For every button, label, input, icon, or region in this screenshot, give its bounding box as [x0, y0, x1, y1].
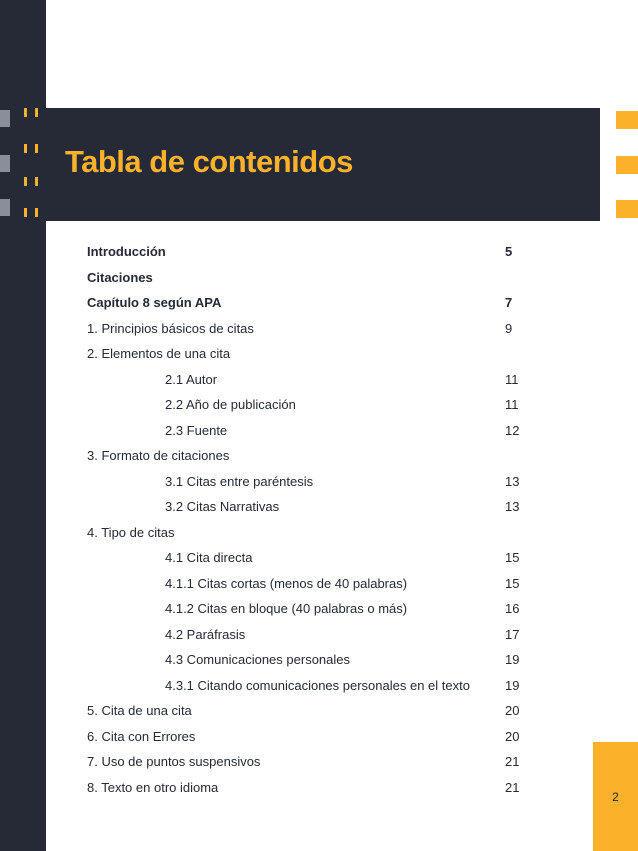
toc-entry-label: 8. Texto en otro idioma [87, 779, 219, 795]
toc-entry[interactable] [87, 472, 527, 492]
decor-gray-square [0, 110, 10, 127]
toc-entry-label: 6. Cita con Errores [87, 728, 196, 744]
toc-entry-page: 20 [505, 728, 520, 744]
toc-entry-label: 4.3.1 Citando comunicaciones personales en el texto [165, 677, 470, 693]
toc-entry[interactable] [87, 395, 527, 415]
toc-entry-label: 3.2 Citas Narrativas [165, 499, 280, 514]
decor-dash [24, 108, 27, 117]
toc-entry-label: 1. Principios básicos de citas [87, 320, 254, 336]
toc-entry-label: 4.1.2 Citas en bloque (40 palabras o más) [165, 601, 408, 616]
decor-dash [24, 208, 27, 217]
toc-entry[interactable] [87, 370, 527, 390]
toc-entry[interactable] [87, 523, 527, 543]
toc-entry[interactable] [87, 548, 527, 568]
toc-entry[interactable] [87, 650, 527, 670]
toc-entry-label: 4.1 Cita directa [165, 550, 253, 565]
toc-entry-page: 7 [505, 295, 513, 310]
toc-entry-page: 17 [505, 626, 520, 642]
toc-entry[interactable] [87, 446, 527, 466]
page-title: Tabla de contenidos [65, 144, 353, 179]
toc-entry-label: 2. Elementos de una cita [87, 346, 231, 361]
toc-entry[interactable] [87, 752, 527, 772]
toc-entry[interactable] [87, 778, 527, 798]
toc-entry[interactable] [87, 293, 527, 313]
toc-entry-label: 2.2 Año de publicación [165, 397, 296, 412]
toc-entry-page: 19 [505, 677, 520, 693]
toc-entry-page: 9 [505, 320, 513, 336]
toc-entry[interactable] [87, 319, 527, 339]
decor-gray-square [0, 199, 10, 216]
page-number: 2 [612, 790, 619, 804]
toc-entry-label: 3.1 Citas entre paréntesis [165, 473, 314, 489]
toc-entry[interactable] [87, 701, 527, 721]
decor-orange-square [616, 111, 638, 129]
toc-entry-label: 2.3 Fuente [165, 422, 228, 438]
toc-entry[interactable] [87, 574, 527, 594]
decor-dash [35, 108, 38, 117]
toc-entry-label: 5. Cita de una cita [87, 703, 192, 718]
toc-entry[interactable] [87, 727, 527, 747]
decor-dash [35, 144, 38, 153]
toc-entry-label: Capítulo 8 según APA [87, 295, 222, 310]
toc-entry-page: 15 [505, 575, 520, 591]
toc-entry-page: 15 [505, 550, 520, 565]
toc-entry-page: 19 [505, 652, 520, 667]
toc-entry-page: 21 [505, 779, 520, 795]
toc-entry-page: 16 [505, 601, 520, 616]
toc-entry-label: 4.3 Comunicaciones personales [165, 652, 350, 667]
toc-entry-label: 4. Tipo de citas [87, 524, 175, 540]
toc-entry-page: 13 [505, 473, 520, 489]
toc-entry[interactable] [87, 599, 527, 619]
toc-entry[interactable] [87, 242, 527, 262]
toc-entry-page: 5 [505, 244, 513, 259]
toc-entry-page: 21 [505, 754, 520, 769]
toc-entry-label: 4.2 Paráfrasis [165, 626, 246, 642]
decor-orange-square [616, 200, 638, 218]
toc-entry-page: 20 [505, 703, 520, 718]
decor-gray-square [0, 155, 10, 172]
toc-entry-page: 12 [505, 422, 520, 438]
toc-entry-page: 13 [505, 499, 520, 514]
toc-entry-label: Introducción [87, 244, 166, 259]
decor-dash [35, 177, 38, 186]
toc-entry-page: 11 [505, 371, 519, 387]
toc-entry-label: 2.1 Autor [165, 371, 218, 387]
toc-entry[interactable] [87, 344, 527, 364]
toc-entry-label: Citaciones [87, 269, 153, 285]
toc-entry[interactable] [87, 421, 527, 441]
decor-dash [24, 144, 27, 153]
toc-entry[interactable] [87, 676, 527, 696]
toc-entry[interactable] [87, 268, 527, 288]
decor-dash [24, 177, 27, 186]
sidebar-band [0, 0, 46, 851]
decor-dash [35, 208, 38, 217]
toc-entry-label: 3. Formato de citaciones [87, 448, 230, 463]
toc-entry[interactable] [87, 497, 527, 517]
toc-entry[interactable] [87, 625, 527, 645]
decor-orange-square [616, 156, 638, 174]
toc-entry-label: 7. Uso de puntos suspensivos [87, 754, 261, 769]
toc-entry-label: 4.1.1 Citas cortas (menos de 40 palabras) [165, 575, 408, 591]
toc-entry-page: 11 [505, 397, 519, 412]
